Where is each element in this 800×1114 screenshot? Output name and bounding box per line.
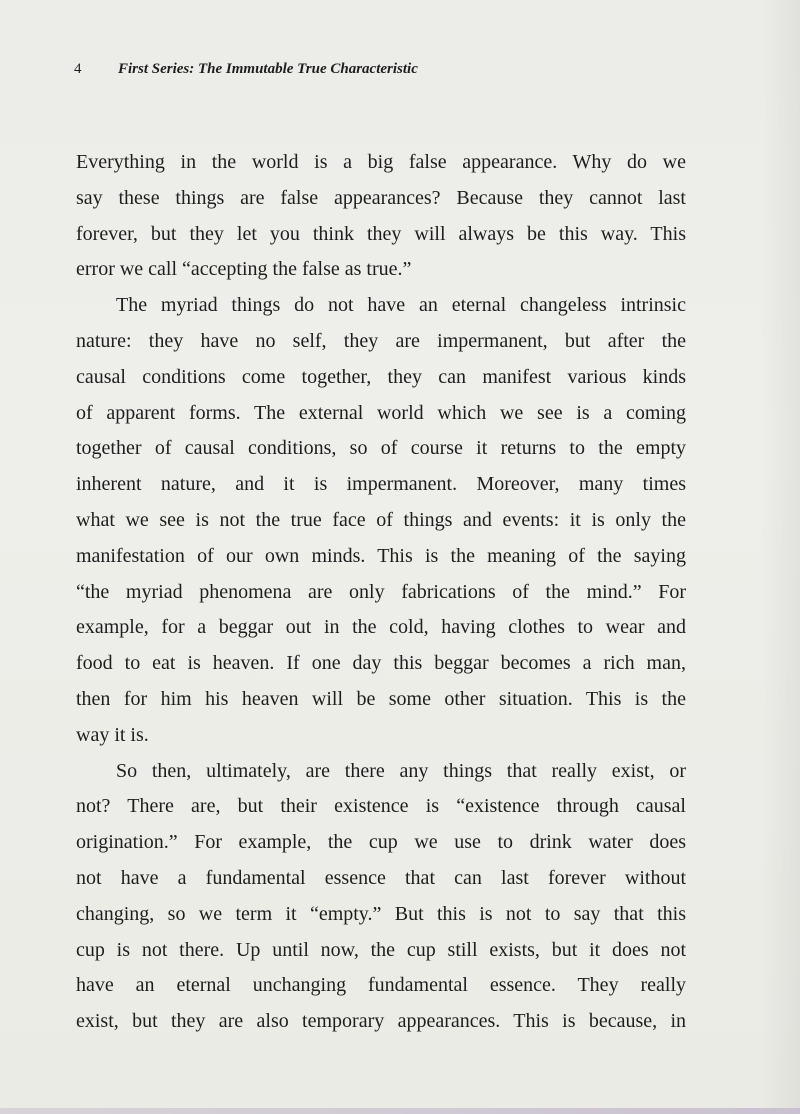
text-line: way it is.	[76, 723, 149, 746]
text-line: The myriad things do not have an eternal changeless intrinsic	[116, 294, 686, 317]
text-line: Everything in the world is a big false appearance. Why do we	[76, 151, 686, 173]
text-line: causal conditions come together, they can manifest various kinds	[76, 365, 686, 388]
text-line: what we see is not the true face of things and events: it is only the	[76, 508, 686, 531]
text-line: inherent nature, and it is impermanent. Moreover, many times	[76, 473, 686, 496]
text-line: “the myriad phenomena are only fabrications of the mind.” For	[76, 580, 686, 603]
text-line: exist, but they are also temporary appearances. This is because, in	[76, 1010, 686, 1033]
text-line: forever, but they let you think they will always be this way. This	[76, 222, 686, 245]
text-line: nature: they have no self, they are impermanent, but after the	[76, 329, 686, 352]
text-line: have an eternal unchanging fundamental essence. They really	[76, 974, 686, 997]
text-line: not? There are, but their existence is “existence through causal	[76, 795, 686, 818]
text-line: manifestation of our own minds. This is the meaning of the saying	[76, 544, 686, 567]
text-line: changing, so we term it “empty.” But this is not to say that this	[76, 902, 686, 925]
running-title: First Series: The Immutable True Characteristic	[118, 61, 418, 77]
text-line: food to eat is heaven. If one day this beggar becomes a rich man,	[76, 652, 686, 675]
page-bottom-edge	[0, 1108, 800, 1114]
text-line: example, for a beggar out in the cold, having clothes to wear and	[76, 616, 686, 639]
text-line: So then, ultimately, are there any things that really exist, or	[116, 759, 686, 782]
page-edge-shadow	[760, 0, 800, 1114]
text-line: together of causal conditions, so of course it returns to the empty	[76, 437, 686, 460]
text-line: cup is not there. Up until now, the cup still exists, but it does not	[76, 938, 686, 961]
text-line: not have a fundamental essence that can last forever without	[76, 866, 686, 889]
text-line: then for him his heaven will be some other situation. This is the	[76, 687, 686, 710]
text-line: origination.” For example, the cup we use to drink water does	[76, 831, 686, 854]
text-line: say these things are false appearances? Because they cannot last	[76, 186, 686, 209]
page-number: 4	[74, 61, 82, 77]
body-text	[76, 145, 686, 1040]
running-header	[74, 61, 418, 78]
text-line: error we call “accepting the false as true.”	[76, 258, 412, 281]
text-line: of apparent forms. The external world which we see is a coming	[76, 401, 686, 424]
